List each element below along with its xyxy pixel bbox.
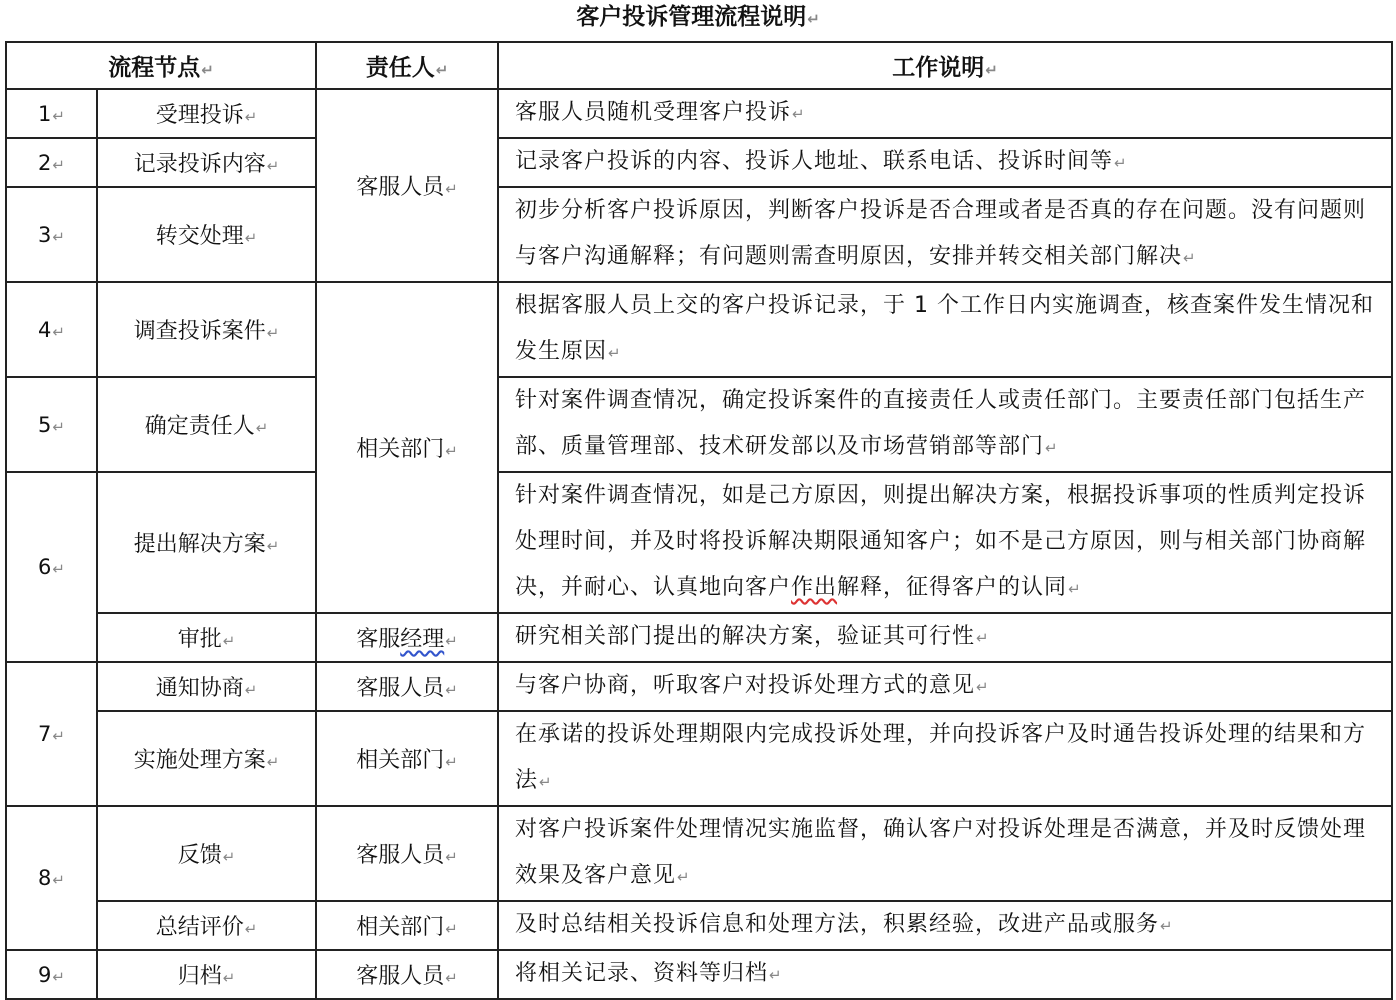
responsible-person: 客服人员↵ xyxy=(316,662,498,711)
process-node: 确定责任人↵ xyxy=(97,377,316,472)
process-node: 反馈↵ xyxy=(97,806,316,901)
step-number: 9↵ xyxy=(6,950,97,999)
table-row xyxy=(6,472,1392,613)
work-description: 将相关记录、资料等归档↵ xyxy=(498,950,1392,999)
paragraph-mark-icon: ↵ xyxy=(52,106,65,125)
table-row xyxy=(6,377,1392,472)
paragraph-mark-icon: ↵ xyxy=(608,344,622,362)
work-description: 初步分析客户投诉原因，判断客户投诉是否合理或者是否真的存在问题。没有问题则与客户沟通解释；有问题则需查明原因，安排并转交相关部门解决↵ xyxy=(498,187,1392,282)
work-description: 及时总结相关投诉信息和处理方法，积累经验，改进产品或服务↵ xyxy=(498,901,1392,950)
header-node: 流程节点↵ xyxy=(6,42,316,89)
paragraph-mark-icon: ↵ xyxy=(266,157,280,175)
paragraph-mark-icon: ↵ xyxy=(52,417,65,436)
responsible-person: 客服经理↵ xyxy=(316,613,498,662)
process-node: 调查投诉案件↵ xyxy=(97,282,316,377)
paragraph-mark-icon: ↵ xyxy=(1045,439,1059,457)
table-row xyxy=(6,282,1392,377)
paragraph-mark-icon: ↵ xyxy=(445,753,458,771)
document-title xyxy=(0,0,1396,36)
responsible-person: 相关部门↵ xyxy=(316,282,498,613)
paragraph-mark-icon: ↵ xyxy=(445,180,458,198)
step-number: 4↵ xyxy=(6,282,97,377)
work-description: 针对案件调查情况，确定投诉案件的直接责任人或责任部门。主要责任部门包括生产部、质量管理部、技术研发部以及市场营销部等部门↵ xyxy=(498,377,1392,472)
paragraph-mark-icon: ↵ xyxy=(677,868,691,886)
paragraph-mark-icon: ↵ xyxy=(52,155,65,174)
paragraph-mark-icon: ↵ xyxy=(445,920,458,938)
paragraph-mark-icon: ↵ xyxy=(201,61,214,79)
grammar-flagged-text: 经理 xyxy=(400,627,445,652)
table-row xyxy=(6,613,1392,662)
work-description: 针对案件调查情况，如是己方原因，则提出解决方案，根据投诉事项的性质判定投诉处理时间，并及时将投诉解决期限通知客户；如不是己方原因，则与相关部门协商解决，并耐心、认真地向客户作出解释，征得客户的认同↵ xyxy=(498,472,1392,613)
paragraph-mark-icon: ↵ xyxy=(244,681,258,699)
paragraph-mark-icon: ↵ xyxy=(1068,580,1082,598)
paragraph-mark-icon: ↵ xyxy=(52,727,65,745)
paragraph-mark-icon: ↵ xyxy=(445,442,458,460)
process-node: 通知协商↵ xyxy=(97,662,316,711)
table-row xyxy=(6,187,1392,282)
work-description: 客服人员随机受理客户投诉↵ xyxy=(498,89,1392,138)
paragraph-mark-icon: ↵ xyxy=(807,10,820,28)
paragraph-mark-icon: ↵ xyxy=(244,920,258,938)
process-node: 受理投诉↵ xyxy=(97,89,316,138)
responsible-person: 客服人员↵ xyxy=(316,806,498,901)
step-number: 3↵ xyxy=(6,187,97,282)
work-description: 根据客服人员上交的客户投诉记录，于 1 个工作日内实施调查，核查案件发生情况和发生原因↵ xyxy=(498,282,1392,377)
work-description: 研究相关部门提出的解决方案，验证其可行性↵ xyxy=(498,613,1392,662)
header-row xyxy=(6,42,1392,89)
paragraph-mark-icon: ↵ xyxy=(266,537,280,555)
title-text: 客户投诉管理流程说明 xyxy=(576,4,807,30)
step-number: 7↵ xyxy=(6,662,97,806)
process-node: 归档↵ xyxy=(97,950,316,999)
paragraph-mark-icon: ↵ xyxy=(222,969,236,987)
process-node: 审批↵ xyxy=(97,613,316,662)
step-number: 1↵ xyxy=(6,89,97,138)
paragraph-mark-icon: ↵ xyxy=(1183,249,1197,267)
paragraph-mark-icon: ↵ xyxy=(52,871,65,889)
table-row xyxy=(6,711,1392,806)
table-row xyxy=(6,901,1392,950)
work-description: 在承诺的投诉处理期限内完成投诉处理，并向投诉客户及时通告投诉处理的结果和方法↵ xyxy=(498,711,1392,806)
paragraph-mark-icon: ↵ xyxy=(435,61,449,79)
responsible-person: 相关部门↵ xyxy=(316,711,498,806)
process-node: 实施处理方案↵ xyxy=(97,711,316,806)
responsible-person: 客服人员↵ xyxy=(316,950,498,999)
table-row xyxy=(6,89,1392,138)
step-number: 6↵ xyxy=(6,472,97,662)
paragraph-mark-icon: ↵ xyxy=(52,227,65,246)
complaint-process-table xyxy=(5,41,1393,1000)
paragraph-mark-icon: ↵ xyxy=(976,629,990,647)
paragraph-mark-icon: ↵ xyxy=(976,678,990,696)
paragraph-mark-icon: ↵ xyxy=(792,105,806,123)
paragraph-mark-icon: ↵ xyxy=(222,632,236,650)
work-description: 记录客户投诉的内容、投诉人地址、联系电话、投诉时间等↵ xyxy=(498,138,1392,187)
table-row xyxy=(6,806,1392,901)
table-row xyxy=(6,950,1392,999)
paragraph-mark-icon: ↵ xyxy=(445,632,458,650)
paragraph-mark-icon: ↵ xyxy=(266,753,280,771)
step-number: 2↵ xyxy=(6,138,97,187)
paragraph-mark-icon: ↵ xyxy=(255,419,269,437)
process-node: 提出解决方案↵ xyxy=(97,472,316,613)
paragraph-mark-icon: ↵ xyxy=(445,681,458,699)
paragraph-mark-icon: ↵ xyxy=(244,229,258,247)
paragraph-mark-icon: ↵ xyxy=(445,848,458,866)
process-node: 记录投诉内容↵ xyxy=(97,138,316,187)
process-node: 转交处理↵ xyxy=(97,187,316,282)
work-description: 与客户协商，听取客户对投诉处理方式的意见↵ xyxy=(498,662,1392,711)
paragraph-mark-icon: ↵ xyxy=(52,967,65,986)
header-person: 责任人↵ xyxy=(316,42,498,89)
step-number: 8↵ xyxy=(6,806,97,950)
paragraph-mark-icon: ↵ xyxy=(985,61,998,79)
spellcheck-flagged-text: 作出 xyxy=(791,575,838,600)
responsible-person: 客服人员↵ xyxy=(316,89,498,282)
paragraph-mark-icon: ↵ xyxy=(445,969,458,987)
paragraph-mark-icon: ↵ xyxy=(266,324,280,342)
table-row xyxy=(6,662,1392,711)
paragraph-mark-icon: ↵ xyxy=(52,560,65,578)
paragraph-mark-icon: ↵ xyxy=(52,322,65,341)
header-desc: 工作说明↵ xyxy=(498,42,1392,89)
paragraph-mark-icon: ↵ xyxy=(1114,154,1128,172)
paragraph-mark-icon: ↵ xyxy=(539,773,553,791)
step-number: 5↵ xyxy=(6,377,97,472)
paragraph-mark-icon: ↵ xyxy=(222,848,236,866)
process-node: 总结评价↵ xyxy=(97,901,316,950)
table-row xyxy=(6,138,1392,187)
work-description: 对客户投诉案件处理情况实施监督，确认客户对投诉处理是否满意，并及时反馈处理效果及客户意见↵ xyxy=(498,806,1392,901)
paragraph-mark-icon: ↵ xyxy=(244,108,258,126)
responsible-person: 相关部门↵ xyxy=(316,901,498,950)
paragraph-mark-icon: ↵ xyxy=(769,966,783,984)
paragraph-mark-icon: ↵ xyxy=(1160,917,1174,935)
